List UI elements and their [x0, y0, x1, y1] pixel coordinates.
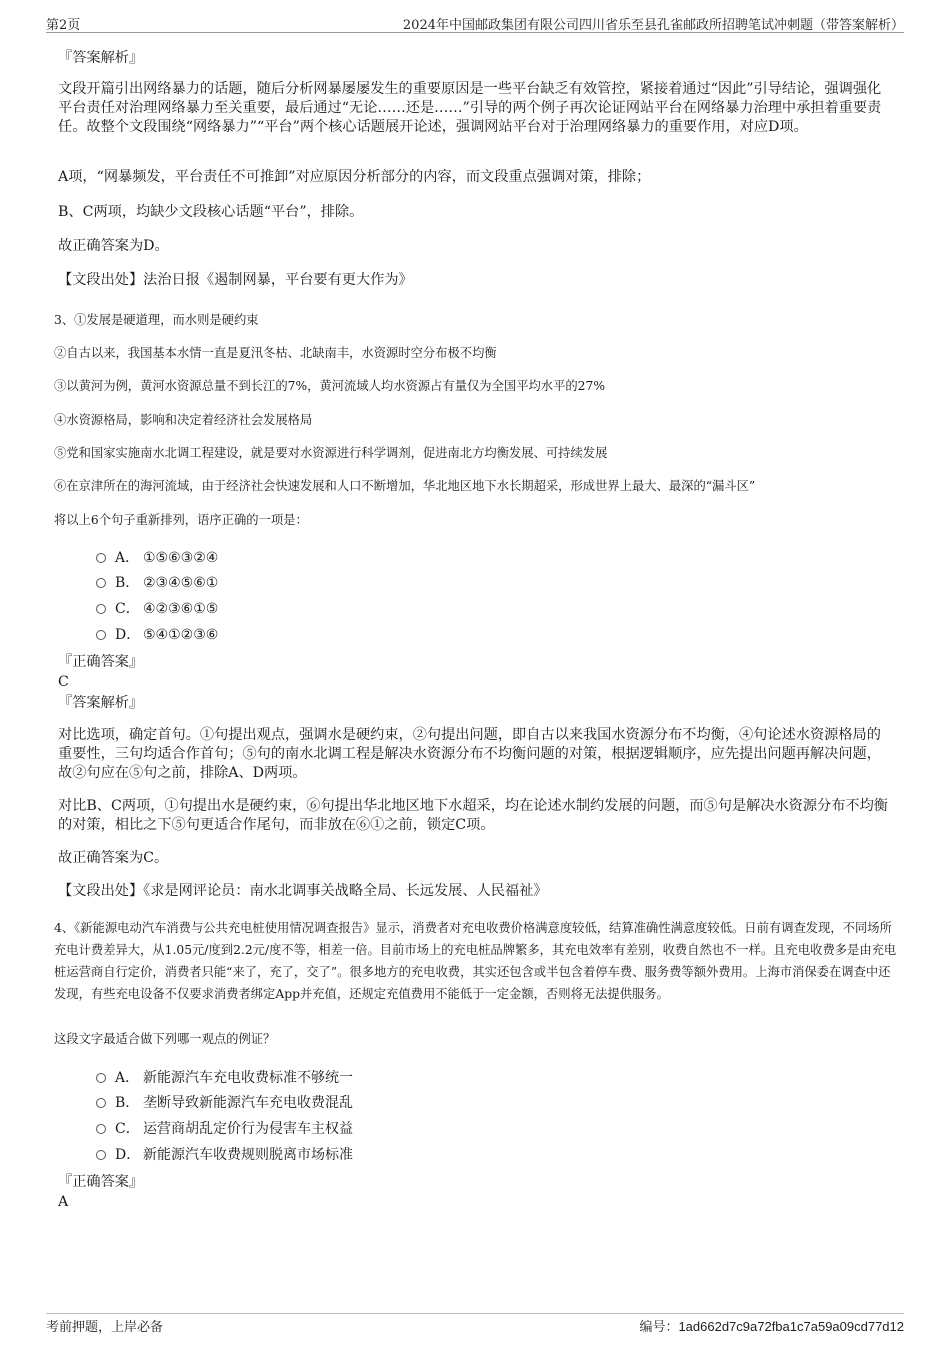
page-number: 第2页 — [46, 18, 81, 33]
radio-icon[interactable] — [96, 1073, 106, 1083]
radio-icon[interactable] — [96, 578, 106, 588]
option-c[interactable]: C． 运营商胡乱定价行为侵害车主权益 — [96, 1119, 353, 1139]
analysis-label: 『答案解析』 — [58, 695, 144, 711]
radio-icon[interactable] — [96, 1124, 106, 1134]
radio-icon[interactable] — [96, 604, 106, 614]
question-prompt: 将以上6个句子重新排列，语序正确的一项是： — [54, 513, 308, 527]
question-sentence: ⑤党和国家实施南水北调工程建设，就是要对水资源进行科学调剂，促进南北方均衡发展、可持续发展 — [54, 446, 608, 460]
question-sentence: ③以黄河为例，黄河水资源总量不到长江的7%，黄河流域人均水资源占有量仅为全国平均水平的27% — [54, 379, 606, 393]
answer-label: 『正确答案』 — [58, 654, 144, 670]
source-line: 【文段出处】法治日报《遏制网暴，平台要有更大作为》 — [58, 272, 413, 288]
question-prompt: 这段文字最适合做下列哪一观点的例证？ — [54, 1032, 276, 1046]
analysis-paragraph: 对比B、C两项，①句提出水是硬约束，⑥句提出华北地区地下水超采，均在论述水制约发展的问题，而⑤句是解决水资源分布不均衡的对策，相比之下⑤句更适合作尾句，而非放在⑥①之前，锁定C项。 — [58, 798, 888, 833]
option-b[interactable]: B． 垄断导致新能源汽车充电收费混乱 — [96, 1093, 353, 1113]
analysis-paragraph: 故正确答案为D。 — [58, 238, 169, 254]
radio-icon[interactable] — [96, 553, 106, 563]
radio-icon[interactable] — [96, 1150, 106, 1160]
option-c[interactable]: C． ④②③⑥①⑤ — [96, 599, 218, 619]
analysis-label: 『答案解析』 — [58, 50, 144, 66]
radio-icon[interactable] — [96, 630, 106, 640]
question-sentence: ④水资源格局，影响和决定着经济社会发展格局 — [54, 413, 313, 427]
option-a[interactable]: A． ①⑤⑥③②④ — [96, 548, 218, 568]
answer-value: C — [58, 674, 69, 690]
question-text: 4、《新能源电动汽车消费与公共充电桩使用情况调查报告》显示，消费者对充电收费价格满意度较低，结算准确性满意度较低。日前有调查发现，不同场所充电计费差异大，从1.05元/度到2.2元/度不等，相差一倍。目前市场上的充电桩品牌繁多，其充电效率有差别，收费自然也不一样。且充电收费多是由充电桩运营商自行定价，消费者只能“来了，充了，交了”。很多地方的充电收费，其实还包含或半包含着停车费、服务费等额外费用。上海市消保委在调查中还发现，有些充电设备不仅要求消费者绑定App并充值，还规定充值费用不能低于一定金额，否则将无法提供服务。 — [54, 921, 897, 1001]
page-header — [46, 10, 904, 33]
option-a[interactable]: A． 新能源汽车充电收费标准不够统一 — [96, 1068, 353, 1088]
footer-slogan: 考前押题，上岸必备 — [46, 1320, 164, 1335]
document-id: 编号：1ad662d7c9a72fba1c7a59a09cd77d12 — [639, 1319, 904, 1334]
analysis-paragraph: 文段开篇引出网络暴力的话题，随后分析网暴屡屡发生的重要原因是一些平台缺乏有效管控，紧接着通过“因此”引导结论，强调强化平台责任对治理网络暴力至关重要，最后通过“无论……还是……”引导的两个例子再次论证网站平台在网络暴力治理中承担着重要责任。故整个文段围绕“网络暴力”“平台”两个核心话题展开论述，强调网站平台对于治理网络暴力的重要作用，对应D项。 — [58, 81, 882, 135]
answer-label: 『正确答案』 — [58, 1174, 144, 1190]
analysis-paragraph: A项，“网暴频发，平台责任不可推卸”对应原因分析部分的内容，而文段重点强调对策，排除； — [58, 169, 651, 185]
question-sentence: ②自古以来，我国基本水情一直是夏汛冬枯、北缺南丰，水资源时空分布极不均衡 — [54, 346, 497, 360]
question-sentence: ⑥在京津所在的海河流域，由于经济社会快速发展和人口不断增加，华北地区地下水长期超采，形成世界上最大、最深的“漏斗区” — [54, 479, 756, 493]
radio-icon[interactable] — [96, 1098, 106, 1108]
option-d[interactable]: D． ⑤④①②③⑥ — [96, 625, 218, 645]
analysis-paragraph: 故正确答案为C。 — [58, 850, 169, 866]
analysis-paragraph: 对比选项，确定首句。①句提出观点，强调水是硬约束，②句提出问题，即自古以来我国水资源分布不均衡，④句论述水资源格局的重要性，三句均适合作首句；⑤句的南水北调工程是解决水资源分布不均衡问题的对策，根据逻辑顺序，应先提出问题再解决问题，故②句应在⑤句之前，排除A、D两项。 — [58, 727, 881, 781]
source-line: 【文段出处】《求是网评论员：南水北调事关战略全局、长远发展、人民福祉》 — [58, 883, 548, 899]
question-sentence: 3、①发展是硬道理，而水则是硬约束 — [54, 313, 259, 327]
answer-value: A — [58, 1194, 69, 1210]
analysis-paragraph: B、C两项，均缺少文段核心话题“平台”，排除。 — [58, 204, 364, 220]
option-b[interactable]: B． ②③④⑤⑥① — [96, 573, 218, 593]
page-footer — [46, 1313, 904, 1335]
option-d[interactable]: D． 新能源汽车收费规则脱离市场标准 — [96, 1145, 353, 1165]
document-title: 2024年中国邮政集团有限公司四川省乐至县孔雀邮政所招聘笔试冲刺题（带答案解析） — [402, 18, 904, 33]
